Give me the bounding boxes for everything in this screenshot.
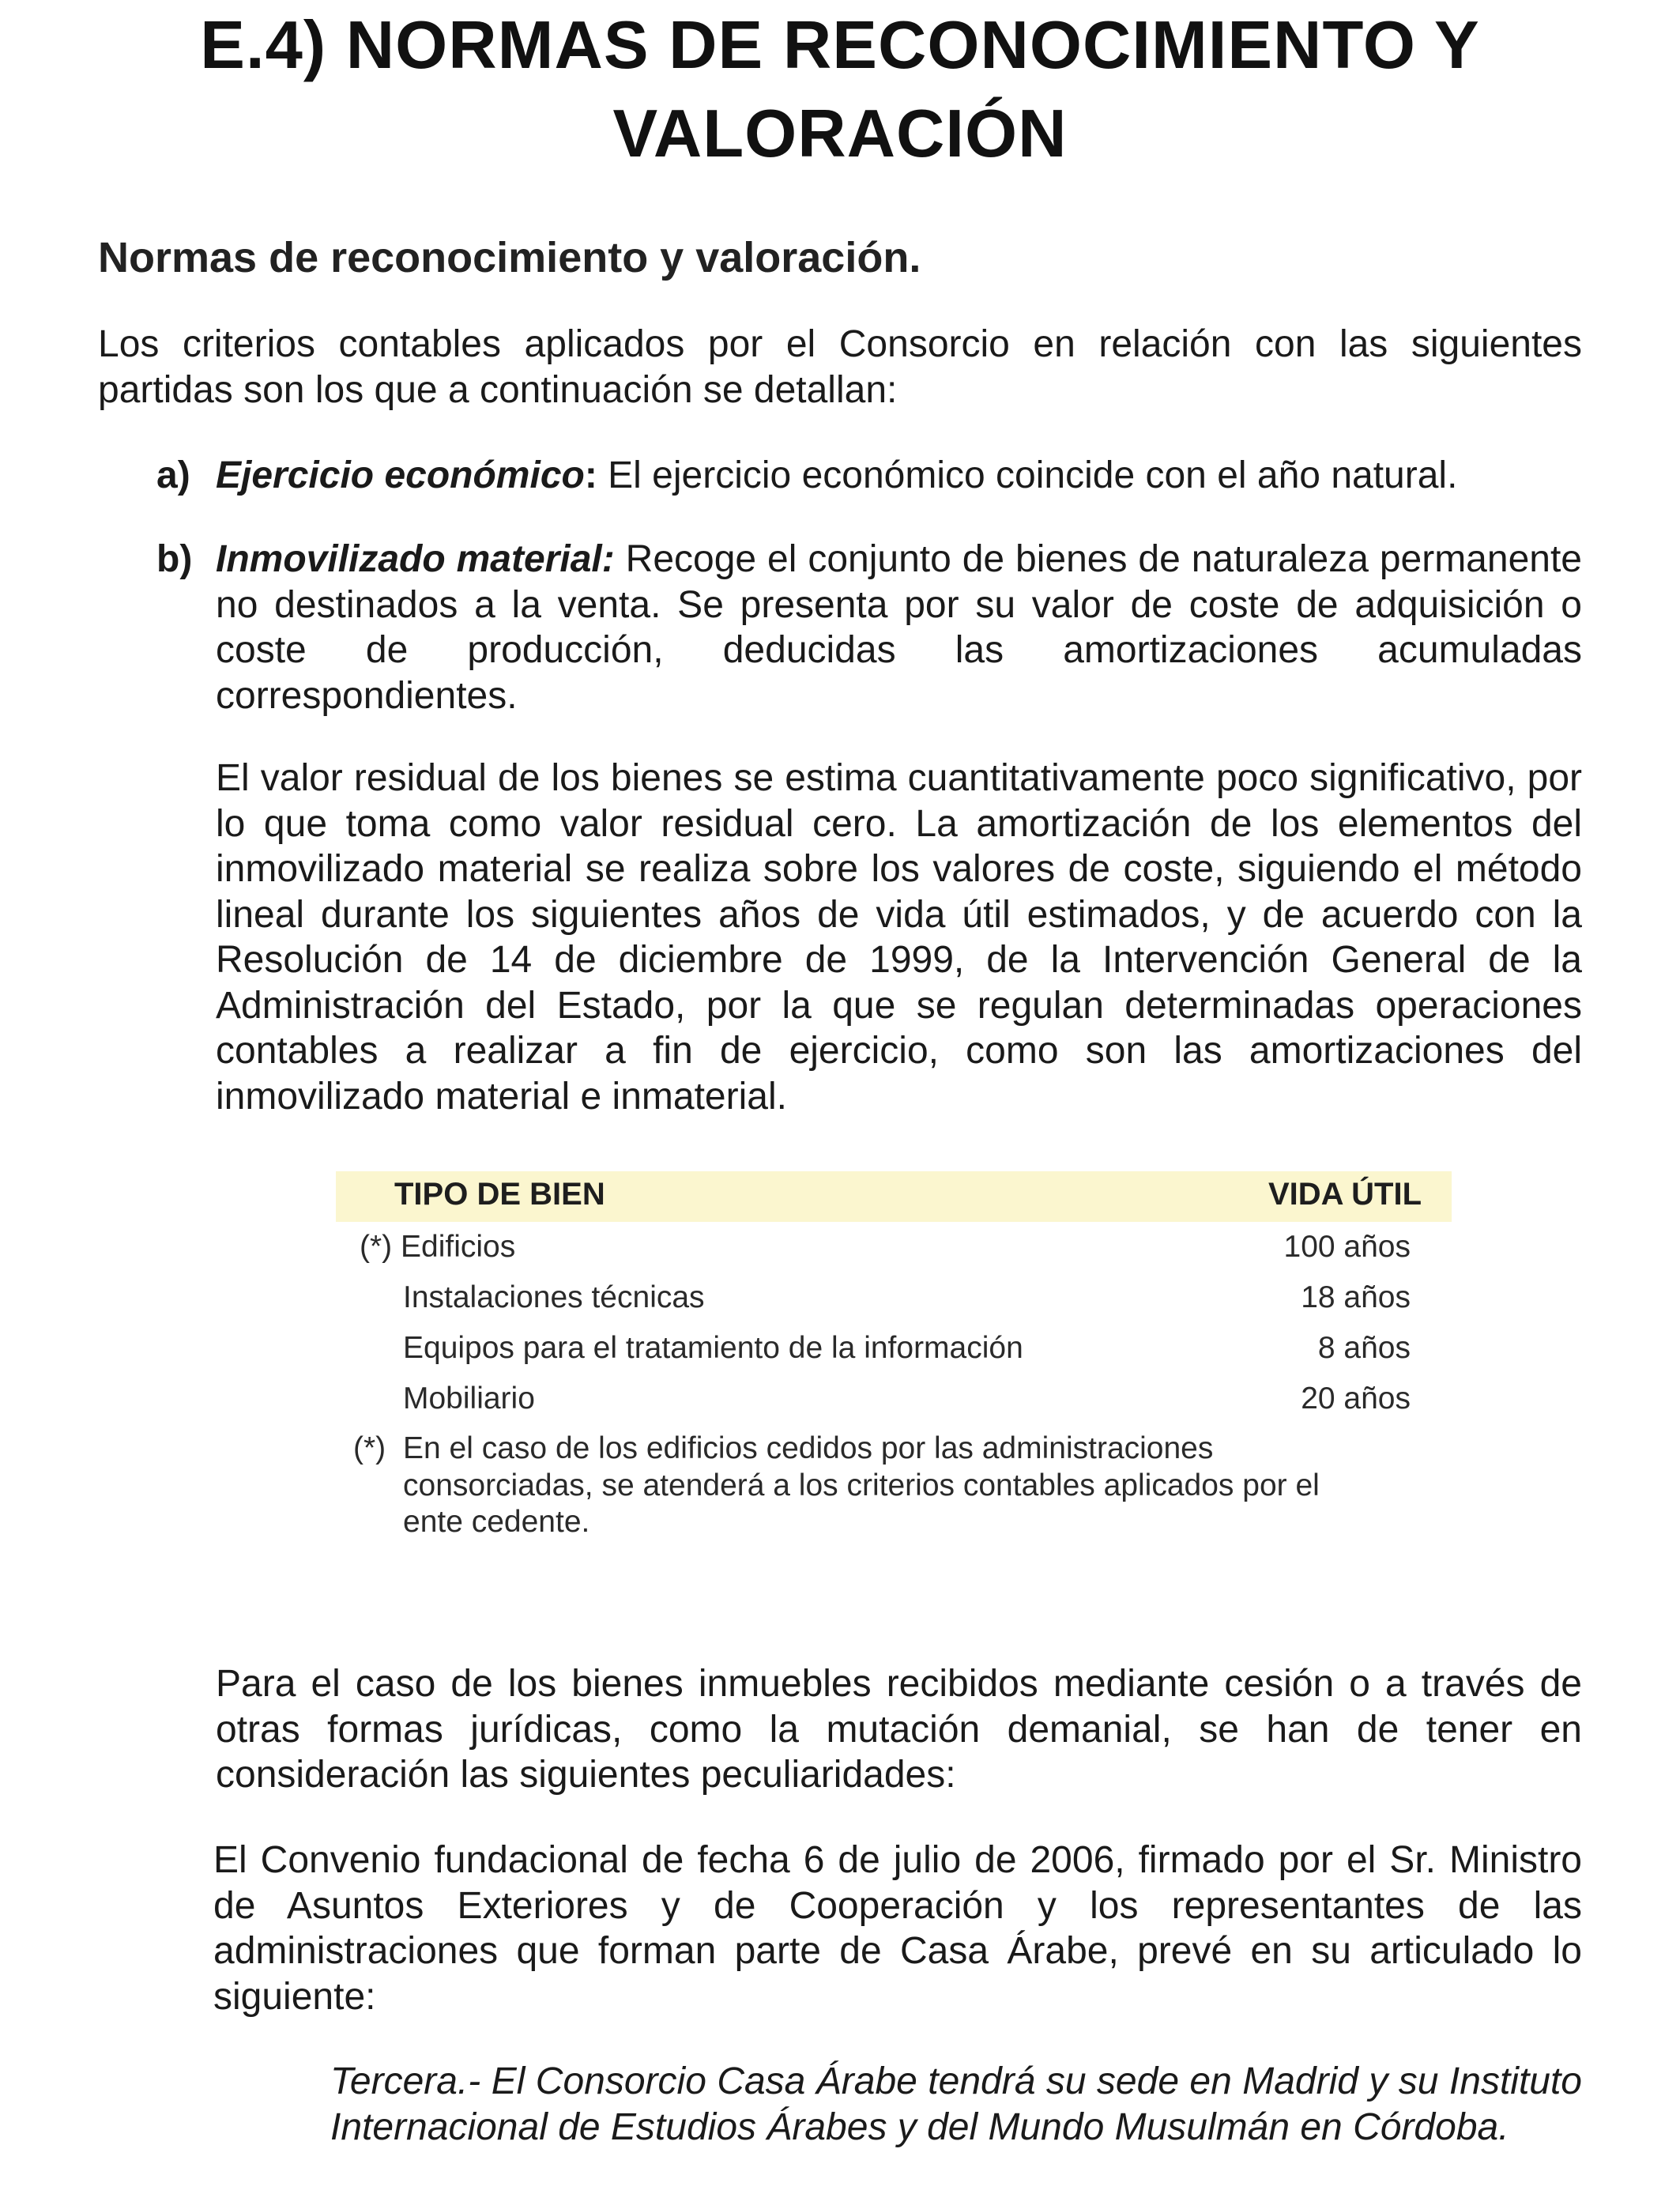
section-heading: Normas de reconocimiento y valoración.: [98, 234, 921, 281]
list-marker: a): [156, 454, 190, 496]
header-asset-type: TIPO DE BIEN: [394, 1177, 605, 1212]
intro-paragraph: Los criterios contables aplicados por el Consorcio en relación con las siguientes partidas son los que a continuación se detallan:: [98, 323, 1582, 411]
term-label: Inmovilizado material:: [216, 538, 615, 580]
cession-paragraph: Para el caso de los bienes inmuebles recibidos mediante cesión o a través de otras formas jurídicas, como la mutación demanial, se han de tener en consideración las siguientes peculiaridades:: [216, 1663, 1582, 1796]
table-header-row: [336, 1171, 1452, 1222]
quoted-clause: Tercera.- El Consorcio Casa Árabe tendrá su sede en Madrid y su Instituto Internacional de Estudios Árabes y del Mundo Musulmán en Córdoba.: [330, 2060, 1582, 2148]
list-item-text: Recoge el conjunto de bienes de naturaleza permanente no destinados a la venta. Se presenta por su valor de coste de adquisición o coste de producción, deducidas las amortizaciones acumuladas correspondientes.: [216, 538, 1582, 717]
table-row: [336, 1323, 1452, 1374]
table-row: [336, 1222, 1452, 1272]
row-asset-name: Instalaciones técnicas: [403, 1280, 705, 1314]
row-useful-life: 18 años: [1301, 1280, 1411, 1314]
list-item-body: [216, 537, 1582, 718]
row-asset-name: Equipos para el tratamiento de la información: [403, 1331, 1023, 1365]
list-marker: b): [156, 538, 193, 580]
footnote-mark: (*): [353, 1431, 386, 1465]
row-asset-name: Mobiliario: [403, 1382, 535, 1416]
residual-value-paragraph: El valor residual de los bienes se estima cuantitativamente poco significativo, por lo que toma como valor residual cero. La amortización de los elementos del inmovilizado material se realiza sobre los valores de coste, siguiendo el método lineal durante los siguientes años de vida útil estimados, y de acuerdo con la Resolución de 14 de diciembre de 1999, de la Intervención General de la Administración del Estado, por la que se regulan determinadas operaciones contables a realizar a fin de ejercicio, como son las amortizaciones del inmovilizado material e inmaterial.: [216, 757, 1582, 1118]
row-useful-life: 100 años: [1283, 1230, 1411, 1264]
term-label: Ejercicio económico: [216, 454, 585, 496]
list-item-body: [216, 453, 1582, 499]
term-separator: :: [584, 454, 597, 496]
list-item-inmovilizado: [156, 537, 1582, 726]
table-row: [336, 1272, 1452, 1323]
footnote-text: En el caso de los edificios cedidos por las administraciones consorciadas, se atenderá a los criterios contables aplicados por el ente cedente.: [403, 1431, 1320, 1539]
row-asset-name: Edificios: [401, 1230, 516, 1264]
header-useful-life: VIDA ÚTIL: [1268, 1177, 1422, 1212]
convenio-paragraph: El Convenio fundacional de fecha 6 de julio de 2006, firmado por el Sr. Ministro de Asuntos Exteriores y de Cooperación y los representantes de las administraciones que forman parte de Casa Árabe, prevé en su articulado lo siguiente:: [213, 1839, 1582, 2018]
list-item-ejercicio: [156, 453, 1582, 500]
table-row: [336, 1374, 1452, 1424]
row-asterisk-mark: (*): [360, 1230, 393, 1264]
row-useful-life: 20 años: [1301, 1382, 1411, 1416]
page-title: E.4) NORMAS DE RECONOCIMIENTO Y VALORACIÓN: [200, 8, 1480, 172]
row-useful-life: 8 años: [1317, 1331, 1411, 1365]
list-item-text: El ejercicio económico coincide con el año natural.: [597, 454, 1458, 496]
